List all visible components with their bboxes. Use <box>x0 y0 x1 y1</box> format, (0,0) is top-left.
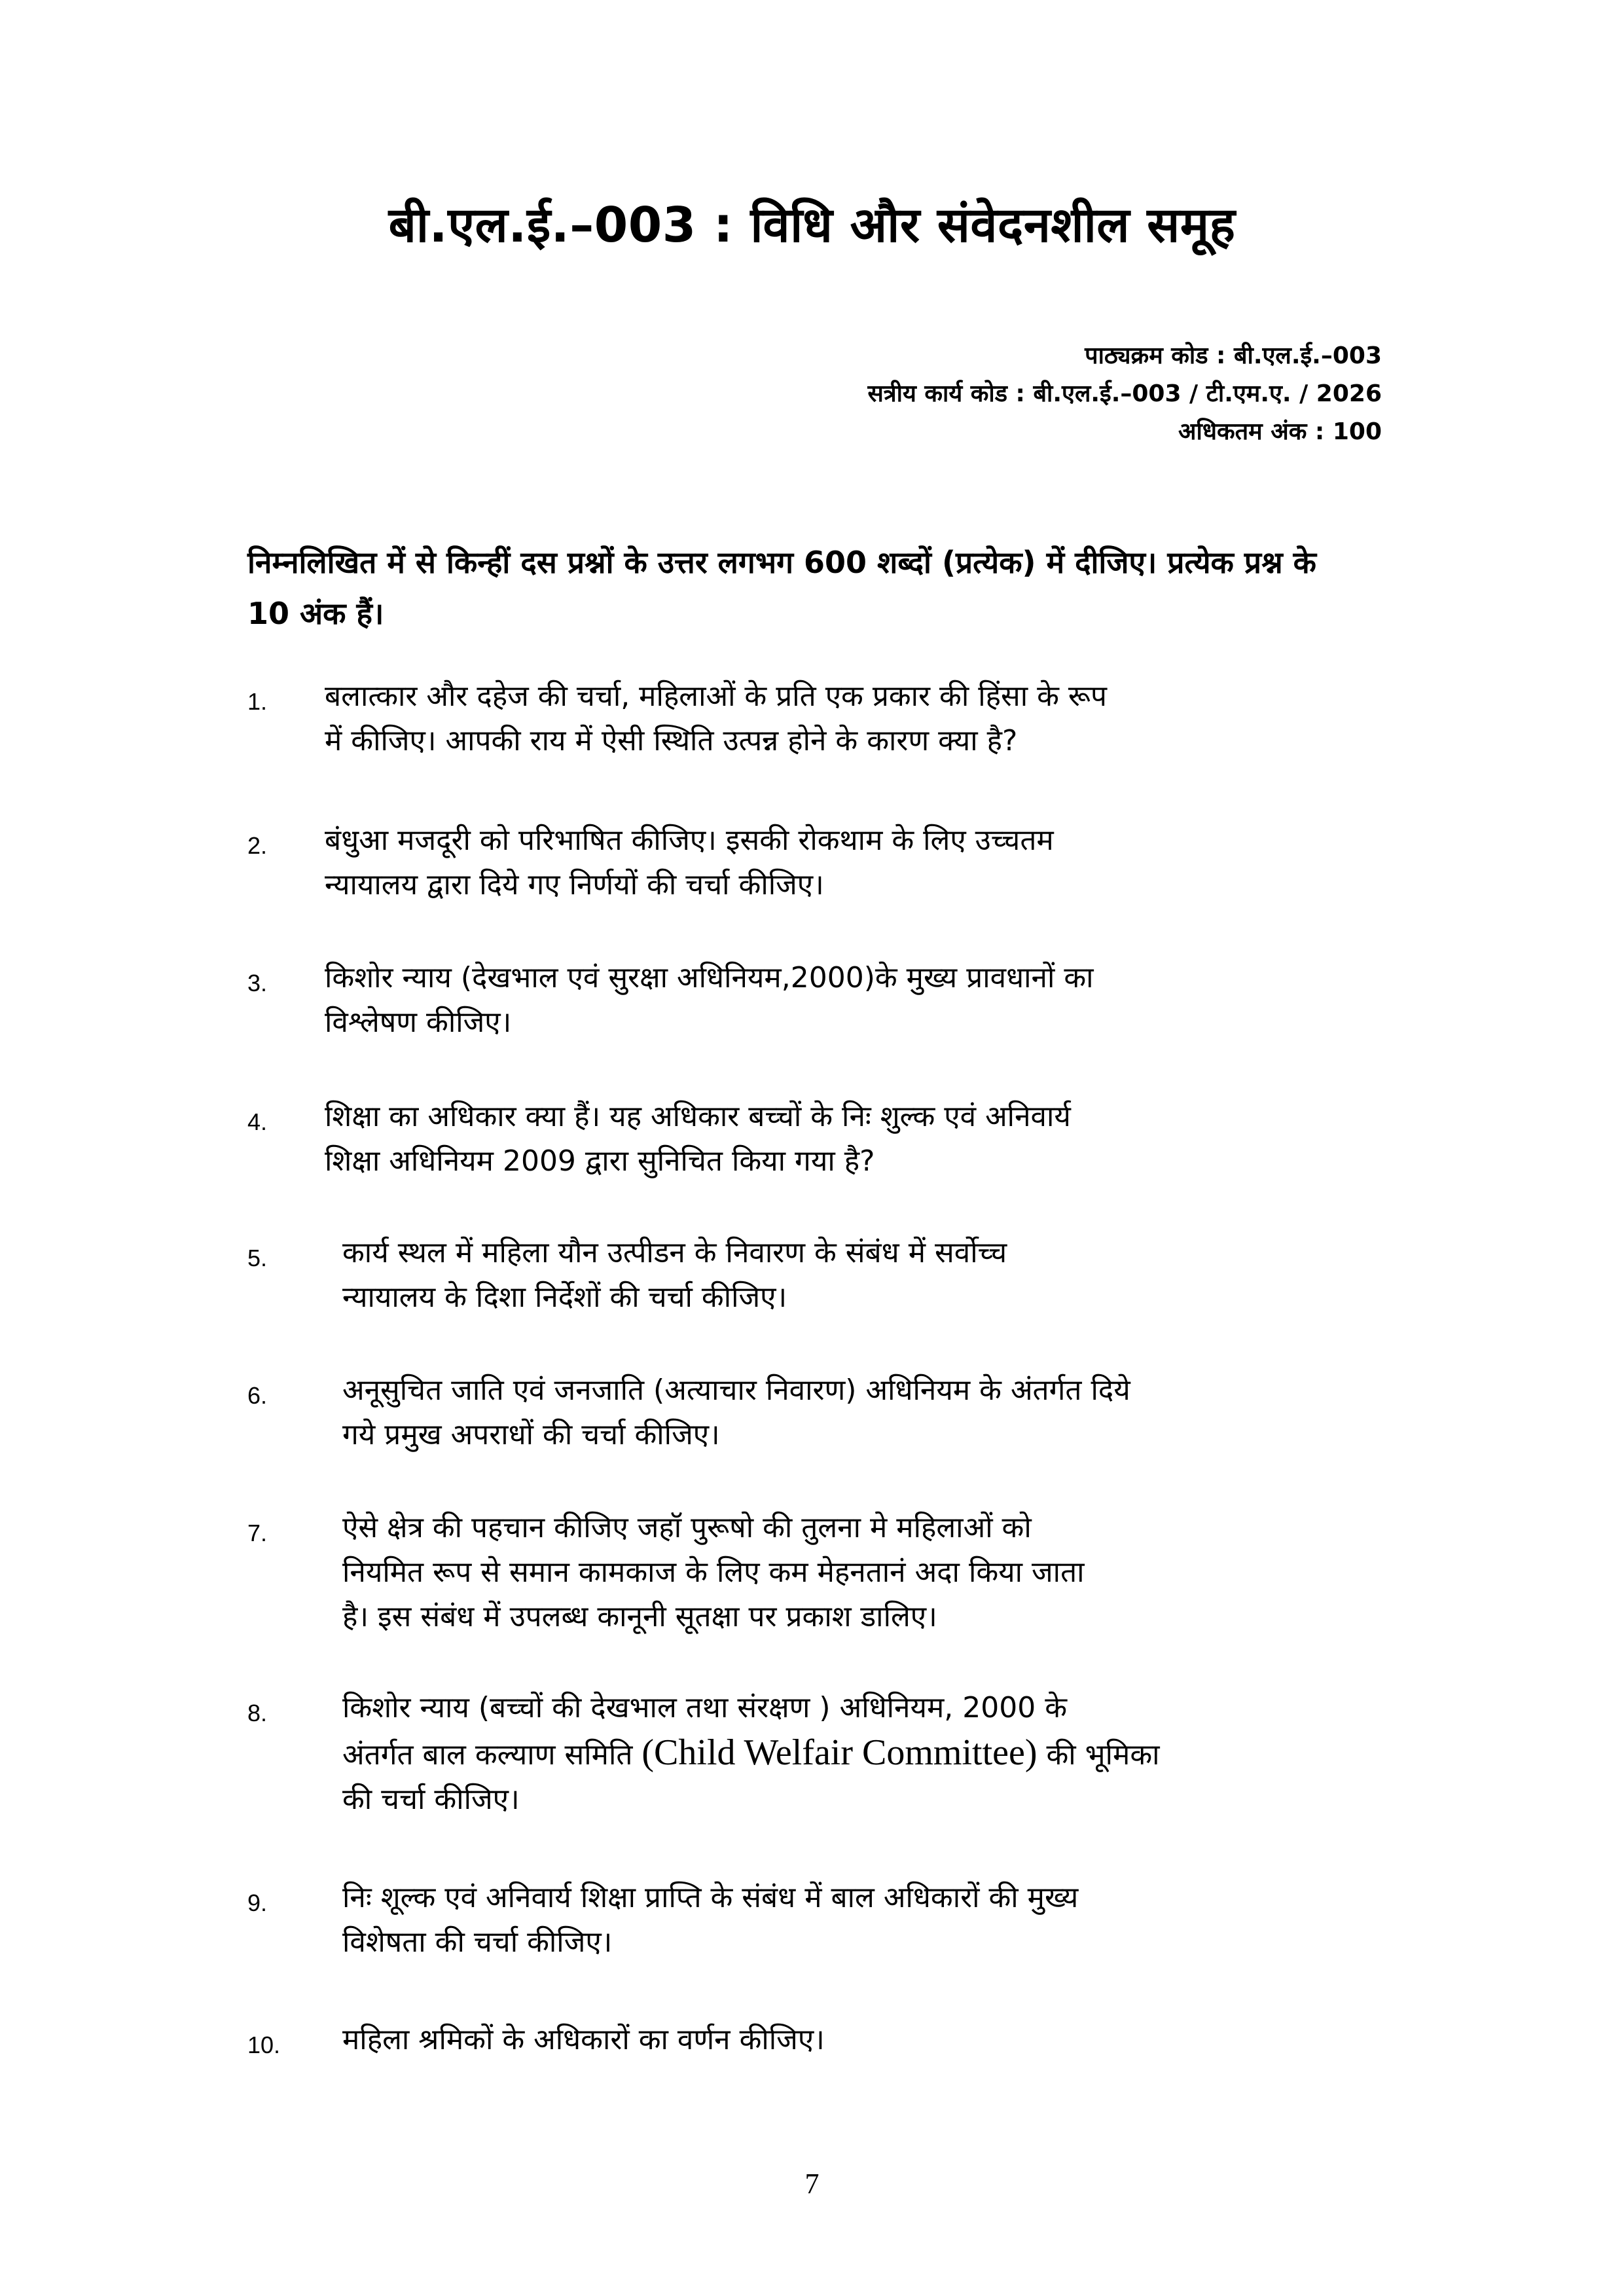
question-number: 10. <box>247 2032 281 2058</box>
question-line: विश्लेषण कीजिए। <box>325 1006 512 1039</box>
question-line: कार्य स्थल में महिला यौन उत्पीडन के निवारण के संबंध में सर्वोच्च <box>342 1236 1007 1269</box>
question-line: नियमित रूप से समान कामकाज के लिए कम मेहनतानं अदा किया जाता <box>342 1556 1085 1589</box>
question-line: बलात्कार और दहेज की चर्चा, महिलाओं के प्रति एक प्रकार की हिंसा के रूप <box>325 680 1108 713</box>
document-meta <box>867 337 1382 451</box>
question-line: की चर्चा कीजिए। <box>342 1783 520 1816</box>
max-marks: अधिकतम अंक : 100 <box>1178 418 1382 445</box>
question-text <box>325 1095 1380 1184</box>
question-5 <box>247 1231 1380 1320</box>
question-line: शिक्षा अधिनियम 2009 द्वारा सुनिचित किया गया है? <box>325 1144 875 1178</box>
course-code: पाठ्यक्रम कोड : बी.एल.ई.–003 <box>1085 342 1382 369</box>
question-line-part: की भूमिका <box>1037 1738 1160 1772</box>
question-number: 7. <box>247 1520 268 1546</box>
question-text <box>325 674 1380 763</box>
document-title: बी.एल.ई.–003 : विधि और संवेदनशील समूह <box>388 197 1236 253</box>
question-6 <box>247 1368 1380 1457</box>
question-text <box>342 1876 1380 1965</box>
question-line: विशेषता की चर्चा कीजिए। <box>342 1925 613 1959</box>
question-9 <box>247 1876 1380 1965</box>
question-line: अनूसुचित जाति एवं जनजाति (अत्याचार निवारण) अधिनियम के अंतर्गत दिये <box>342 1374 1130 1407</box>
question-line: गये प्रमुख अपराधों की चर्चा कीजिए। <box>342 1418 720 1451</box>
question-10 <box>247 2018 1380 2062</box>
question-line: में कीजिए। आपकी राय में ऐसी स्थिति उत्पन्न होने के कारण क्या है? <box>325 724 1018 757</box>
question-number: 2. <box>247 832 268 859</box>
question-line: न्यायालय के दिशा निर्देशों की चर्चा कीजिए। <box>342 1281 787 1314</box>
question-text <box>342 1231 1380 1320</box>
question-number: 1. <box>247 688 268 715</box>
page-number: 7 <box>804 2168 820 2200</box>
question-line: है। इस संबंध में उपलब्ध कानूनी सूतक्षा पर प्रकाश डालिए। <box>342 1600 937 1633</box>
question-line: किशोर न्याय (बच्चों की देखभाल तथा संरक्षण ) अधिनियम, 2000 के <box>342 1691 1068 1724</box>
question-number: 8. <box>247 1700 268 1726</box>
question-7 <box>247 1506 1380 1639</box>
question-text <box>342 2018 1380 2062</box>
question-line: ऐसे क्षेत्र की पहचान कीजिए जहॉ पुरूषो की तुलना मे महिलाओं को <box>342 1511 1032 1544</box>
question-text <box>342 1686 1380 1822</box>
question-line: बंधुआ मजदूरी को परिभाषित कीजिए। इसकी रोकथाम के लिए उच्चतम <box>325 824 1054 857</box>
question-line <box>342 1730 1380 1777</box>
question-2 <box>247 818 1380 907</box>
question-number: 9. <box>247 1889 268 1916</box>
question-3 <box>247 956 1380 1045</box>
question-text <box>325 956 1380 1045</box>
question-line: महिला श्रमिकों के अधिकारों का वर्णन कीजिए। <box>342 2023 825 2056</box>
instruction-text: निम्नलिखित में से किन्हीं दस प्रश्नों के उत्तर लगभग 600 शब्दों (प्रत्येक) में दीजिए। प्रत्येक प्रश्न के 10 अंक हैं। <box>247 545 1316 631</box>
assignment-code: सत्रीय कार्य कोड : बी.एल.ई.–003 / टी.एम.ए. / 2026 <box>867 380 1382 407</box>
question-1 <box>247 674 1380 763</box>
question-number: 6. <box>247 1382 268 1409</box>
question-line: किशोर न्याय (देखभाल एवं सुरक्षा अधिनियम,2000)के मुख्य प्रावधानों का <box>325 961 1094 994</box>
question-text <box>325 818 1380 907</box>
question-text <box>342 1506 1380 1639</box>
question-text <box>342 1368 1380 1457</box>
committee-name-english: (Child Welfair Committee) <box>641 1732 1038 1773</box>
question-line: शिक्षा का अधिकार क्या हैं। यह अधिकार बच्चों के निः शुल्क एवं अनिवार्य <box>325 1100 1071 1133</box>
question-line: निः शूल्क एवं अनिवार्य शिक्षा प्राप्ति के संबंध में बाल अधिकारों की मुख्य <box>342 1881 1079 1914</box>
question-line-part: अंतर्गत बाल कल्याण समिति <box>342 1738 642 1772</box>
question-4 <box>247 1095 1380 1184</box>
question-number: 5. <box>247 1245 268 1271</box>
question-number: 4. <box>247 1108 268 1135</box>
question-number: 3. <box>247 970 268 996</box>
question-line: न्यायालय द्वारा दिये गए निर्णयों की चर्चा कीजिए। <box>325 868 824 902</box>
question-8 <box>247 1686 1380 1822</box>
